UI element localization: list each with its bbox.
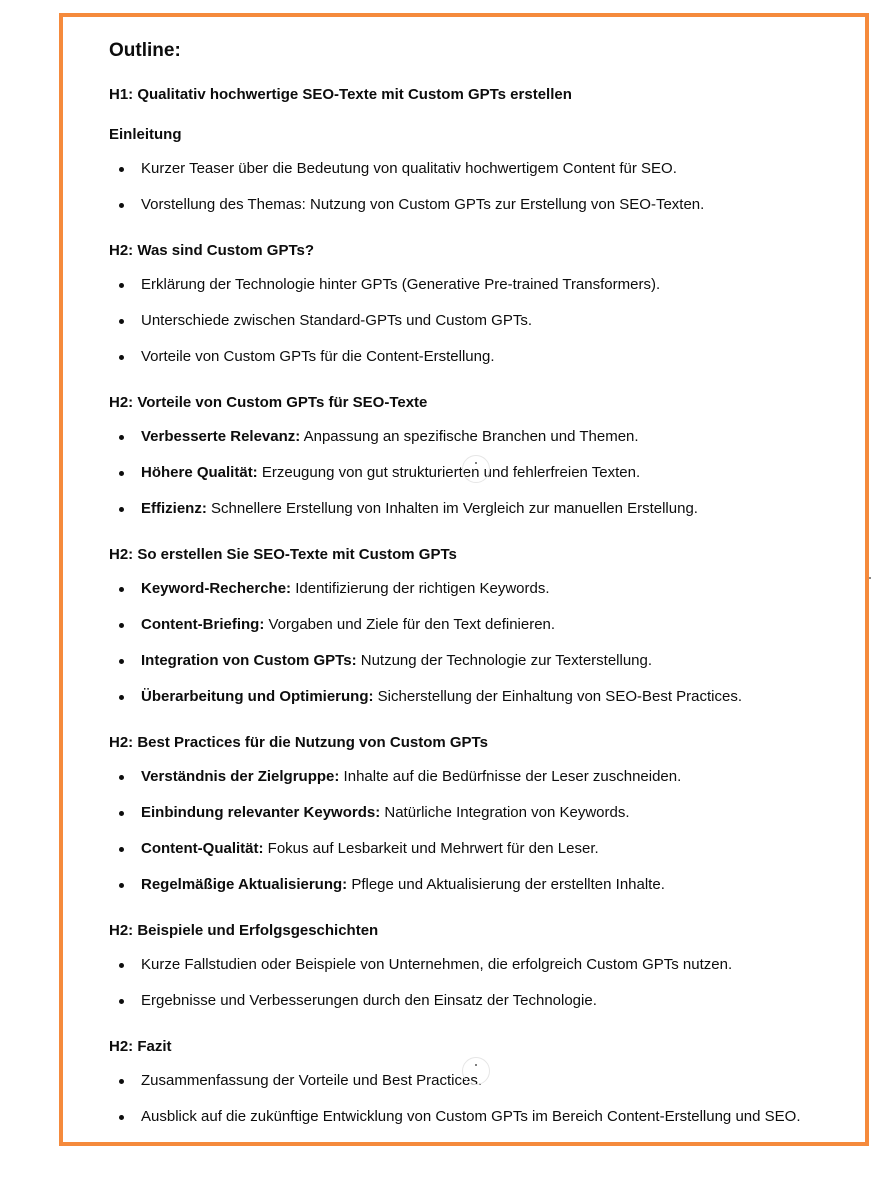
item-text: Anpassung an spezifische Branchen und Themen.	[300, 428, 639, 445]
list-item	[141, 195, 704, 215]
list-item	[141, 427, 639, 447]
item-text: Schnellere Erstellung von Inhalten im Vergleich zur manuellen Erstellung.	[206, 500, 698, 517]
item-label: Effizienz:	[141, 500, 207, 517]
item-text: Pflege und Aktualisierung der erstellten Inhalte.	[347, 876, 665, 893]
edge-mark	[869, 577, 871, 579]
list-item	[141, 687, 742, 707]
section-heading-beispiele: H2: Beispiele und Erfolgsgeschichten	[109, 922, 379, 939]
list-item	[141, 347, 495, 367]
item-text: Erklärung der Technologie hinter GPTs (Generative Pre-trained Transformers).	[141, 276, 661, 293]
list-item	[141, 579, 550, 599]
item-text: Natürliche Integration von Keywords.	[380, 804, 630, 821]
list-item	[141, 991, 597, 1011]
item-text: Inhalte auf die Bedürfnisse der Leser zuschneiden.	[339, 768, 682, 785]
item-label: Verbesserte Relevanz:	[141, 428, 301, 445]
item-text: Unterschiede zwischen Standard-GPTs und Custom GPTs.	[141, 312, 533, 329]
list-item	[141, 1071, 482, 1091]
item-text: Sicherstellung der Einhaltung von SEO-Best Practices.	[373, 688, 743, 705]
section-heading-was-sind-custom-gpts: H2: Was sind Custom GPTs?	[109, 242, 315, 259]
item-label: Content-Briefing:	[141, 616, 265, 633]
item-label: Regelmäßige Aktualisierung:	[141, 876, 348, 893]
list-item	[141, 875, 665, 895]
item-label: Einbindung relevanter Keywords:	[141, 804, 381, 821]
item-text: Vorgaben und Ziele für den Text definieren.	[264, 616, 556, 633]
item-text: Ergebnisse und Verbesserungen durch den Einsatz der Technologie.	[141, 992, 597, 1009]
item-label: Überarbeitung und Optimierung:	[141, 688, 374, 705]
section-heading-einleitung: Einleitung	[109, 126, 182, 143]
list-item	[141, 803, 630, 823]
section-heading-vorteile: H2: Vorteile von Custom GPTs für SEO-Texte	[109, 394, 428, 411]
outline-title: Outline:	[109, 40, 181, 61]
list-item	[141, 615, 555, 635]
item-text: Vorstellung des Themas: Nutzung von Custom GPTs zur Erstellung von SEO-Texten.	[141, 196, 705, 213]
section-heading-best-practices: H2: Best Practices für die Nutzung von Custom GPTs	[109, 734, 488, 751]
list-item	[141, 311, 532, 331]
section-heading-fazit: H2: Fazit	[109, 1038, 172, 1055]
list-item	[141, 767, 681, 787]
list-item	[141, 1107, 800, 1127]
list-item	[141, 275, 660, 295]
item-label: Integration von Custom GPTs:	[141, 652, 357, 669]
outline-frame	[59, 13, 869, 1146]
list-item	[141, 651, 652, 671]
item-text: Vorteile von Custom GPTs für die Content-Erstellung.	[141, 348, 495, 365]
item-label: Keyword-Recherche:	[141, 580, 292, 597]
item-text: Zusammenfassung der Vorteile und Best Practices.	[141, 1072, 483, 1089]
item-text: Erzeugung von gut strukturierten und fehlerfreien Texten.	[257, 464, 641, 481]
item-label: Content-Qualität:	[141, 840, 264, 857]
section-heading-so-erstellen: H2: So erstellen Sie SEO-Texte mit Custom GPTs	[109, 546, 457, 563]
list-item	[141, 955, 732, 975]
list-item	[141, 499, 698, 519]
list-item	[141, 159, 677, 179]
list-item	[141, 463, 640, 483]
item-text: Kurze Fallstudien oder Beispiele von Unternehmen, die erfolgreich Custom GPTs nutzen.	[141, 956, 733, 973]
list-item	[141, 839, 599, 859]
h1-heading: H1: Qualitativ hochwertige SEO-Texte mit Custom GPTs erstellen	[109, 86, 572, 103]
scroll-indicator	[462, 1057, 490, 1085]
item-text: Nutzung der Technologie zur Texterstellung.	[356, 652, 653, 669]
item-label: Höhere Qualität:	[141, 464, 258, 481]
scroll-indicator	[462, 455, 490, 483]
item-text: Kurzer Teaser über die Bedeutung von qualitativ hochwertigem Content für SEO.	[141, 160, 677, 177]
item-text: Identifizierung der richtigen Keywords.	[291, 580, 550, 597]
item-text: Fokus auf Lesbarkeit und Mehrwert für den Leser.	[263, 840, 599, 857]
item-text: Ausblick auf die zukünftige Entwicklung von Custom GPTs im Bereich Content-Erstellung und SEO.	[141, 1108, 801, 1125]
item-label: Verständnis der Zielgruppe:	[141, 768, 340, 785]
